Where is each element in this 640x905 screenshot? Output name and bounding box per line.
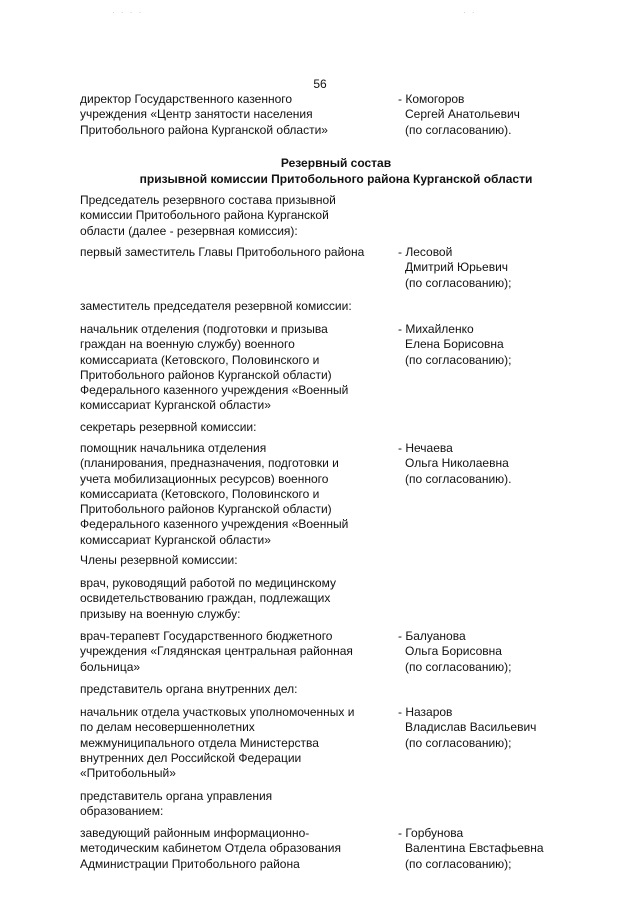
secretary-entry [80,441,570,551]
police-title: представитель органа внутренних дел: [80,682,298,696]
entry-person: - Лесовой Дмитрий Юрьевич (по согласованию); [398,245,512,290]
deputy-entry [80,322,570,417]
chair-title: Председатель резервного состава призывной комиссии Притобольного района Курганской области (далее - резервная комиссия): [80,193,336,238]
scan-artifact: · · · · [112,8,144,17]
doctor-entry [80,629,570,677]
entry-person: - Михайленко Елена Борисовна (по согласованию); [398,322,512,367]
entry-position: первый заместитель Главы Притобольного района [80,245,365,259]
members-title: Члены резервной комиссии: [80,553,238,567]
entry-position: помощник начальника отделения (планирования, предназначения, подготовки и учета мобилизационных ресурсов) военного комиссариата (Кетовского, Половинского и Притобольного районов Курганской области) Федерального казенного учреждения «Военный комиссариат Курганской области» [80,441,349,547]
entry-person: - Назаров Владислав Васильевич (по согласованию); [398,705,537,750]
education-title: представитель органа управления образованием: [80,789,273,819]
entry-position: начальник отдела участковых уполномоченных и по делам несовершеннолетних межмуниципального отдела Министерства внутренних дел Российской Федерации «Притобольный» [80,705,355,781]
entry-position: заведующий районным информационно- методическим кабинетом Отдела образования Администрации Притобольного района [80,826,342,871]
education-entry [80,826,570,874]
entry-person: - Нечаева Ольга Николаевна (по согласованию). [398,441,512,486]
top-entry [80,92,570,140]
entry-person: - Балуанова Ольга Борисовна (по согласованию); [398,629,512,674]
scan-artifact: · · [463,8,477,17]
police-entry [80,705,570,785]
section-heading: Резервный состав призывной комиссии Притобольного района Курганской области [139,156,533,186]
entry-position: директор Государственного казенного учреждения «Центр занятости населения Притобольного района Курганской области» [80,92,328,137]
page-number: 56 [313,77,327,91]
entry-person: - Комогоров Сергей Анатольевич (по согласованию). [398,92,520,137]
entry-person: - Горбунова Валентина Евстафьевна (по согласованию); [398,826,544,871]
entry-position: врач-терапевт Государственного бюджетного учреждения «Глядянская центральная районная больница» [80,629,353,674]
secretary-title: секретарь резервной комиссии: [80,420,257,434]
entry-position: начальник отделения (подготовки и призыва граждан на военную службу) военного комиссариата (Кетовского, Половинского и Притобольного районов Курганской области) Федерального казенного учреждения «Военный комиссариат Курганской области» [80,322,349,413]
chair-entry [80,245,570,293]
deputy-title: заместитель председателя резервной комиссии: [80,299,352,313]
doctor-title: врач, руководящий работой по медицинскому освидетельствованию граждан, подлежащих призыву на военную службу: [80,576,336,621]
